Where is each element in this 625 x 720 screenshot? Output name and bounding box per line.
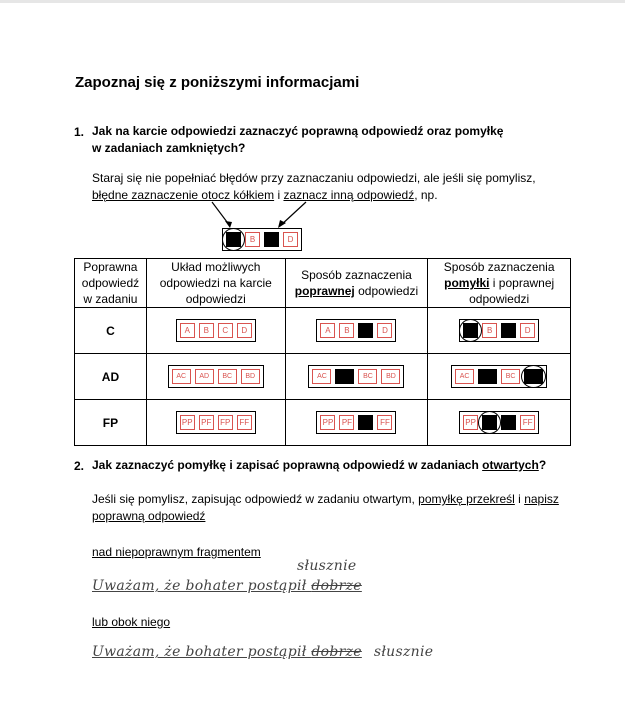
conjunction: i xyxy=(274,188,284,202)
mistake-cell xyxy=(428,400,571,446)
answer-cell: PF xyxy=(339,415,354,430)
handwritten-correction-beside: słusznie xyxy=(373,644,434,660)
answer-cell: AC xyxy=(172,369,191,384)
answer-cell: BC xyxy=(358,369,377,384)
box-row xyxy=(459,319,539,342)
question-1-heading-line2: w zadaniach zamkniętych? xyxy=(92,141,246,155)
answer-cell: B xyxy=(199,323,214,338)
layout-cell xyxy=(146,354,285,400)
header-c3-bold: poprawnej xyxy=(294,284,355,298)
mark-other-instruction: zaznacz inną odpowiedź xyxy=(283,188,415,202)
handwritten-sentence-2-text: Uważam, że bohater postąpił xyxy=(92,644,312,660)
answer-cell-filled xyxy=(335,369,354,384)
header-c3-rest: odpowiedzi xyxy=(354,284,419,298)
table-row xyxy=(75,354,571,400)
correct-cell xyxy=(285,354,428,400)
handwritten-struck-word-1: dobrze xyxy=(311,578,362,594)
answer-cell: BD xyxy=(381,369,400,384)
correct-cell xyxy=(285,400,428,446)
box-row xyxy=(168,365,264,388)
question-1-number: 1. xyxy=(74,125,85,139)
answer-cell: AC xyxy=(455,369,474,384)
table-row xyxy=(75,400,571,446)
question-2-body xyxy=(92,491,559,525)
answer-cell-filled xyxy=(501,415,516,430)
layout-cell xyxy=(146,400,285,446)
answer-cell: B xyxy=(339,323,354,338)
example-cell-circled xyxy=(226,232,241,247)
answer-cell-circled xyxy=(463,323,478,338)
correct-cell xyxy=(285,308,428,354)
question-1-body xyxy=(92,170,536,204)
header-c1-line3: w zadaniu xyxy=(83,292,138,306)
header-c1-line2: odpowiedź xyxy=(81,276,140,290)
arrowhead-left xyxy=(225,221,232,228)
question-2-end: ? xyxy=(538,458,547,472)
answer-cell: BD xyxy=(241,369,260,384)
answer-cell: AD xyxy=(195,369,214,384)
answer-cell: AC xyxy=(312,369,331,384)
example-cell-d: D xyxy=(283,232,298,247)
header-layout xyxy=(146,259,285,308)
answer-cell: BC xyxy=(501,369,520,384)
answer-cell-filled xyxy=(358,323,373,338)
answer-cell: D xyxy=(520,323,535,338)
handwritten-struck-word-2: dobrze xyxy=(311,644,362,660)
answer-cell: D xyxy=(237,323,252,338)
answer-cell-filled xyxy=(501,323,516,338)
header-c2-line3: odpowiedzi xyxy=(185,292,246,306)
question-1-heading xyxy=(92,123,503,157)
header-c3-line2 xyxy=(286,283,428,299)
header-c4-line3: odpowiedzi xyxy=(469,292,530,306)
row-label: AD xyxy=(75,354,147,400)
box-row xyxy=(459,411,539,434)
label-beside-fragment: lub obok niego xyxy=(92,615,171,629)
answer-cell: D xyxy=(377,323,392,338)
marking-table xyxy=(74,258,571,446)
box-row xyxy=(308,365,404,388)
question-1-body-line1: Staraj się nie popełniać błędów przy zaznaczaniu odpowiedzi, ale jeśli się pomylisz, xyxy=(92,171,536,185)
header-c3-line1: Sposób zaznaczenia xyxy=(301,268,412,282)
answer-cell-circled xyxy=(482,415,497,430)
question-2-number: 2. xyxy=(74,459,85,473)
header-mistake-marking xyxy=(428,259,571,308)
header-correct-marking xyxy=(285,259,428,308)
header-c4-line2 xyxy=(428,275,570,291)
top-edge xyxy=(0,0,625,3)
question-1-heading-line1: Jak na karcie odpowiedzi zaznaczyć poprawną odpowiedź oraz pomyłkę xyxy=(92,124,504,138)
question-2-underlined: otwartych xyxy=(482,458,539,472)
cross-out-instruction: pomyłkę przekreśl xyxy=(418,492,515,506)
row-label: FP xyxy=(75,400,147,446)
handwritten-sentence-1-text: Uważam, że bohater postąpił xyxy=(92,578,312,594)
example-cell-filled xyxy=(264,232,279,247)
question-2-conjunction: i xyxy=(514,492,525,506)
layout-cell xyxy=(146,308,285,354)
answer-cell: PP xyxy=(463,415,478,430)
mistake-cell xyxy=(428,354,571,400)
header-c2-line2: odpowiedzi na karcie xyxy=(159,276,272,290)
label-above-fragment: nad niepoprawnym fragmentem xyxy=(92,545,261,559)
answer-cell: BC xyxy=(218,369,237,384)
answer-cell: FF xyxy=(237,415,252,430)
box-row xyxy=(316,411,396,434)
answer-cell: PP xyxy=(180,415,195,430)
header-c1-line1: Poprawna xyxy=(83,260,138,274)
circle-instruction: błędne zaznaczenie otocz kółkiem xyxy=(92,188,275,202)
answer-cell-filled xyxy=(478,369,497,384)
write-instruction-continued: poprawną odpowiedź xyxy=(92,509,206,523)
box-row xyxy=(451,365,547,388)
table-header-row xyxy=(75,259,571,308)
handwritten-sentence-1 xyxy=(92,578,362,594)
handwritten-correction-above: słusznie xyxy=(297,558,357,574)
box-row xyxy=(176,319,256,342)
answer-cell: A xyxy=(320,323,335,338)
row-label: C xyxy=(75,308,147,354)
question-2-body-start: Jeśli się pomylisz, zapisując odpowiedź w zadaniu otwartym, xyxy=(92,492,419,506)
header-c4-rest: i poprawnej xyxy=(489,276,555,290)
page-title: Zapoznaj się z poniższymi informacjami xyxy=(75,74,360,91)
table-row xyxy=(75,308,571,354)
answer-cell: FF xyxy=(520,415,535,430)
write-instruction: napisz xyxy=(524,492,559,506)
answer-cell: PP xyxy=(320,415,335,430)
question-2-text: Jak zaznaczyć pomyłkę i zapisać poprawną odpowiedź w zadaniach xyxy=(92,458,483,472)
box-row xyxy=(176,411,256,434)
question-2-heading xyxy=(92,457,546,474)
answer-cell-filled xyxy=(358,415,373,430)
question-2-body-line1 xyxy=(92,491,559,508)
example-answer-boxes xyxy=(222,228,302,252)
header-c2-line1: Układ możliwych xyxy=(171,260,261,274)
handwritten-sentence-2 xyxy=(92,644,433,660)
answer-cell: FP xyxy=(218,415,233,430)
box-row xyxy=(316,319,396,342)
example-cell-b: B xyxy=(245,232,260,247)
answer-cell: B xyxy=(482,323,497,338)
header-c4-bold: pomyłki xyxy=(444,276,490,290)
example-intro: , np. xyxy=(414,188,438,202)
mistake-cell xyxy=(428,308,571,354)
header-c4-line1: Sposób zaznaczenia xyxy=(443,260,555,274)
header-correct-answer xyxy=(75,259,147,308)
answer-cell: C xyxy=(218,323,233,338)
answer-cell: PF xyxy=(199,415,214,430)
answer-cell: A xyxy=(180,323,195,338)
answer-cell: FF xyxy=(377,415,392,430)
answer-cell-circled xyxy=(524,369,543,384)
example-box-row xyxy=(222,228,302,251)
